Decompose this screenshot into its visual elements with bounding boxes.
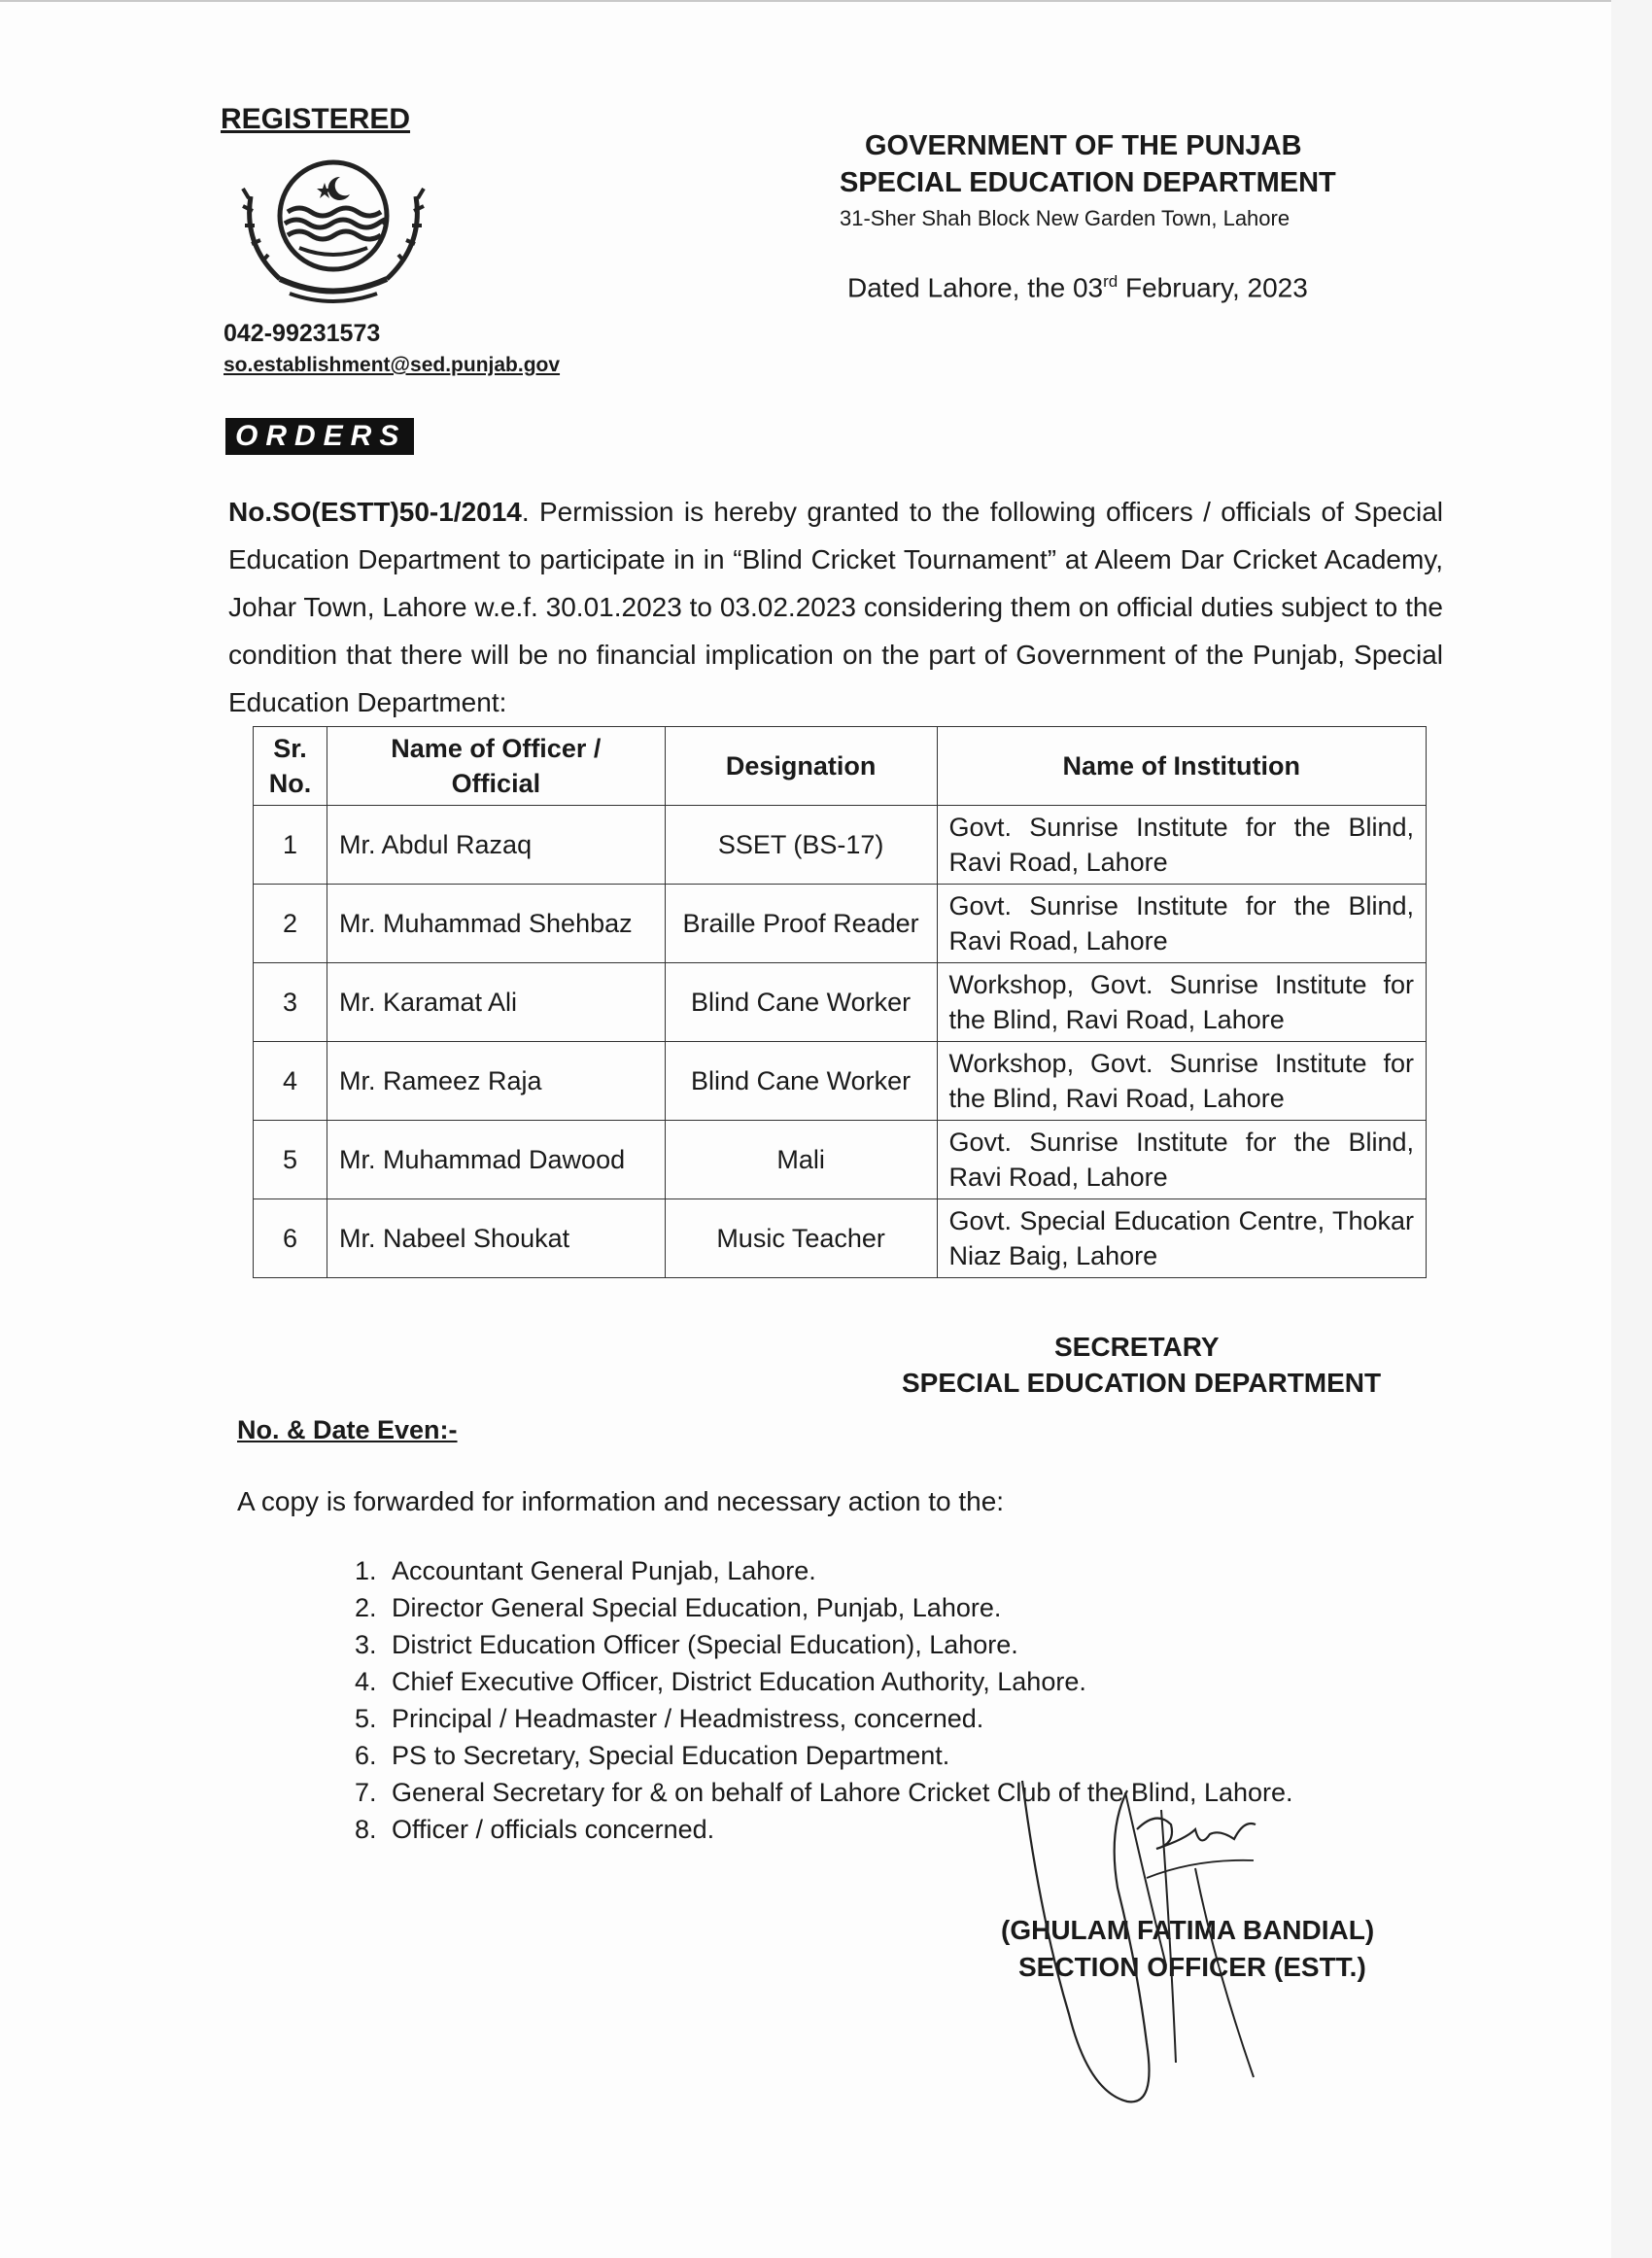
header-name-line2: Official	[451, 769, 541, 798]
header-name	[327, 727, 665, 806]
cell-designation: Blind Cane Worker	[665, 1042, 937, 1121]
cell-designation: SSET (BS-17)	[665, 806, 937, 885]
order-number: No.SO(ESTT)50-1/2014	[228, 497, 522, 527]
cell-designation: Mali	[665, 1121, 937, 1199]
table-row	[254, 1042, 1427, 1121]
table-row	[254, 1199, 1427, 1278]
list-item: 7. General Secretary for & on behalf of Lahore Cricket Club of the Blind, Lahore.	[384, 1774, 1293, 1811]
list-item: 8. Officer / officials concerned.	[384, 1811, 1293, 1848]
cell-institution: Workshop, Govt. Sunrise Institute for the Blind, Ravi Road, Lahore	[937, 1042, 1426, 1121]
order-paragraph	[228, 488, 1443, 726]
order-text: . Permission is hereby granted to the following officers / officials of Special Education Department to participate in in “Blind Cricket Tournament” at Aleem Dar Cricket Academy, Johar Town, Lahore w.e.f. 30.01.2023 to 03.02.2023 considering them on official duties subject to the condition that there will be no financial implication on the part of Government of the Punjab, Special Education Department:	[228, 497, 1443, 717]
no-date-even: No. & Date Even:-	[237, 1415, 458, 1444]
cell-sr: 2	[254, 885, 327, 963]
cell-sr: 3	[254, 963, 327, 1042]
cell-name: Mr. Abdul Razaq	[327, 806, 665, 885]
registered-label: REGISTERED	[221, 103, 411, 135]
government-heading: GOVERNMENT OF THE PUNJAB	[865, 130, 1302, 161]
header-sr-line2: No.	[268, 769, 312, 798]
signer-title: SECTION OFFICER (ESTT.)	[1018, 1952, 1366, 1982]
cell-designation: Music Teacher	[665, 1199, 937, 1278]
department-heading: SPECIAL EDUCATION DEPARTMENT	[840, 167, 1336, 198]
cell-sr: 4	[254, 1042, 327, 1121]
letter-date	[847, 272, 1308, 303]
date-suffix: February, 2023	[1118, 272, 1308, 303]
header-designation: Designation	[665, 727, 937, 806]
email-address[interactable]: so.establishment@sed.punjab.gov	[224, 354, 561, 376]
signer-name: (GHULAM FATIMA BANDIAL)	[1001, 1915, 1375, 1945]
date-prefix: Dated Lahore, the 03	[847, 272, 1104, 303]
copy-forwarded-text: A copy is forwarded for information and necessary action to the:	[237, 1486, 1005, 1516]
secretary-department: SPECIAL EDUCATION DEPARTMENT	[902, 1368, 1382, 1398]
table-row	[254, 1121, 1427, 1199]
cell-sr: 5	[254, 1121, 327, 1199]
table-header-row	[254, 727, 1427, 806]
cell-name: Mr. Nabeel Shoukat	[327, 1199, 665, 1278]
cell-institution: Govt. Sunrise Institute for the Blind, Ravi Road, Lahore	[937, 806, 1426, 885]
header-sr-no	[254, 727, 327, 806]
cell-name: Mr. Karamat Ali	[327, 963, 665, 1042]
cell-sr: 1	[254, 806, 327, 885]
cell-sr: 6	[254, 1199, 327, 1278]
header-name-line1: Name of Officer /	[391, 734, 602, 763]
cell-institution: Govt. Special Education Centre, Thokar Niaz Baig, Lahore	[937, 1199, 1426, 1278]
list-item: 6. PS to Secretary, Special Education Department.	[384, 1737, 1293, 1774]
cell-name: Mr. Muhammad Dawood	[327, 1121, 665, 1199]
list-item: 4. Chief Executive Officer, District Education Authority, Lahore.	[384, 1663, 1293, 1700]
cell-name: Mr. Rameez Raja	[327, 1042, 665, 1121]
list-item: 3. District Education Officer (Special Education), Lahore.	[384, 1626, 1293, 1663]
cell-designation: Blind Cane Worker	[665, 963, 937, 1042]
department-address: 31-Sher Shah Block New Garden Town, Lahore	[840, 206, 1291, 230]
cell-designation: Braille Proof Reader	[665, 885, 937, 963]
list-item: 5. Principal / Headmaster / Headmistress, concerned.	[384, 1700, 1293, 1737]
cell-institution: Govt. Sunrise Institute for the Blind, Ravi Road, Lahore	[937, 885, 1426, 963]
orders-label: ORDERS	[225, 418, 414, 455]
table-row	[254, 806, 1427, 885]
secretary-title: SECRETARY	[1054, 1332, 1220, 1362]
date-ordinal: rd	[1103, 272, 1119, 291]
table-row	[254, 885, 1427, 963]
handwritten-signature-icon	[1001, 1771, 1302, 2121]
cell-name: Mr. Muhammad Shehbaz	[327, 885, 665, 963]
cell-institution: Workshop, Govt. Sunrise Institute for the Blind, Ravi Road, Lahore	[937, 963, 1426, 1042]
list-item: 2. Director General Special Education, Punjab, Lahore.	[384, 1589, 1293, 1626]
phone-number: 042-99231573	[224, 320, 381, 347]
table-row	[254, 963, 1427, 1042]
header-sr-line1: Sr.	[273, 734, 307, 763]
officers-table	[253, 726, 1427, 1278]
list-item: 1. Accountant General Punjab, Lahore.	[384, 1552, 1293, 1589]
header-institution: Name of Institution	[937, 727, 1426, 806]
cell-institution: Govt. Sunrise Institute for the Blind, Ravi Road, Lahore	[937, 1121, 1426, 1199]
government-of-punjab-emblem-icon	[231, 148, 435, 313]
